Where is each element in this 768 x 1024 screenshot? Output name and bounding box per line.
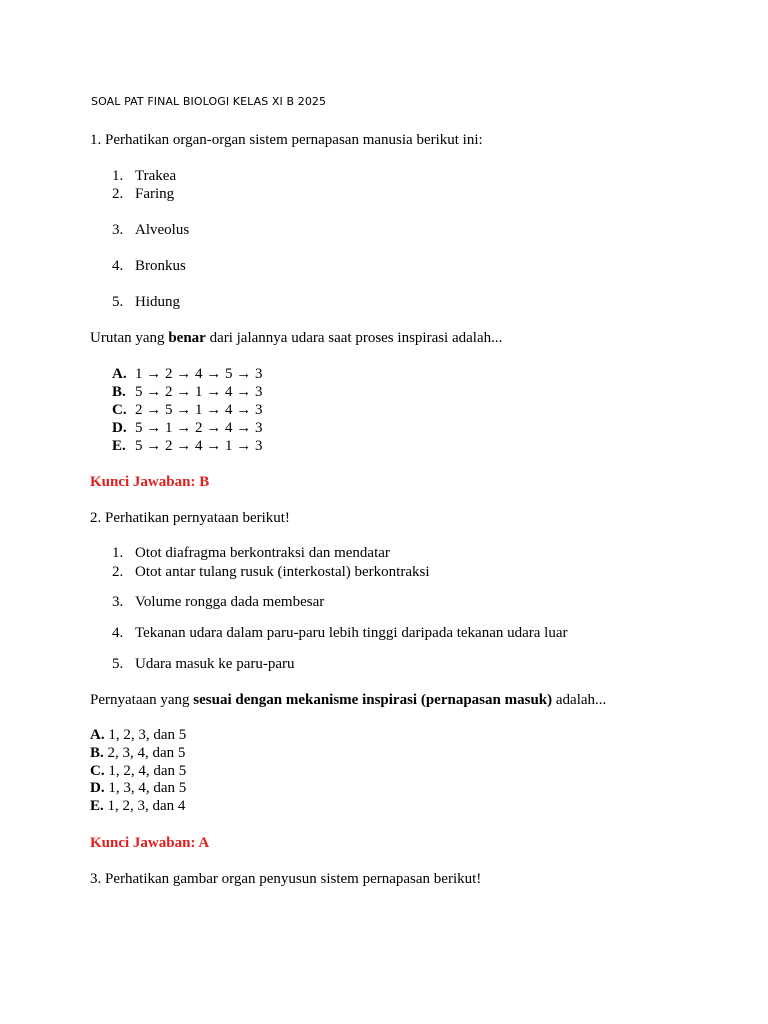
option [90,779,186,797]
document-title: SOAL PAT FINAL BIOLOGI KELAS XI B 2025 [91,95,327,108]
list-item: Alveolus [135,222,190,238]
list-item-number: 5. [112,656,124,672]
question-text-part: Urutan yang [90,330,169,346]
question-3-prompt: 3. Perhatikan gambar organ penyusun sistem pernapasan berikut! [90,871,482,887]
option-letter: A. [90,727,105,743]
question-text-emphasis: sesuai dengan mekanisme inspirasi (pernapasan masuk) [193,692,553,708]
option-letter: D. [112,420,127,436]
option-text: 2, 3, 4, dan 5 [103,745,186,761]
answer-key-2: Kunci Jawaban: A [90,835,210,851]
option-text: 1 → 2 → 4 → 5 → 3 [135,366,263,382]
option-letter: C. [112,402,127,418]
option-letter: B. [112,384,126,400]
list-item: Bronkus [135,258,186,274]
question-1-text [90,329,502,347]
list-item: Udara masuk ke paru-paru [135,656,295,672]
option [90,726,186,744]
option-text: 5 → 2 → 1 → 4 → 3 [135,384,263,400]
option-text: 1, 2, 4, dan 5 [104,763,187,779]
option-text: 2 → 5 → 1 → 4 → 3 [135,402,263,418]
option [90,744,185,762]
list-item-number: 3. [112,222,124,238]
option-letter: A. [112,366,127,382]
question-text-emphasis: benar [168,330,206,346]
list-item-number: 5. [112,294,124,310]
option-text: 1, 3, 4, dan 5 [104,780,187,796]
list-item: Otot diafragma berkontraksi dan mendatar [135,545,390,561]
list-item-number: 1. [112,168,124,184]
list-item: Trakea [135,168,177,184]
option [90,762,186,780]
question-text-part: adalah... [552,692,607,708]
option-text: 5 → 1 → 2 → 4 → 3 [135,420,263,436]
list-item-number: 2. [112,564,124,580]
list-item: Otot antar tulang rusuk (interkostal) berkontraksi [135,564,430,580]
option-text: 1, 2, 3, dan 4 [103,798,186,814]
list-item-number: 4. [112,258,124,274]
option-letter: E. [90,798,104,814]
question-1-prompt: 1. Perhatikan organ-organ sistem pernapasan manusia berikut ini: [90,132,483,148]
list-item: Faring [135,186,175,202]
list-item: Volume rongga dada membesar [135,594,325,610]
list-item: Hidung [135,294,180,310]
option-letter: B. [90,745,104,761]
list-item-number: 2. [112,186,124,202]
list-item: Tekanan udara dalam paru-paru lebih tinggi daripada tekanan udara luar [135,625,568,641]
option-letter: E. [112,438,126,454]
list-item-number: 3. [112,594,124,610]
option [90,797,185,815]
list-item-number: 1. [112,545,124,561]
option-text: 1, 2, 3, dan 5 [104,727,187,743]
option-letter: C. [90,763,105,779]
option-text: 5 → 2 → 4 → 1 → 3 [135,438,263,454]
option-letter: D. [90,780,105,796]
list-item-number: 4. [112,625,124,641]
question-text-part: dari jalannya udara saat proses inspirasi adalah... [205,330,503,346]
question-text-part: Pernyataan yang [90,692,194,708]
question-2-text [90,691,606,709]
question-2-prompt: 2. Perhatikan pernyataan berikut! [90,510,290,526]
answer-key-1: Kunci Jawaban: B [90,474,210,490]
